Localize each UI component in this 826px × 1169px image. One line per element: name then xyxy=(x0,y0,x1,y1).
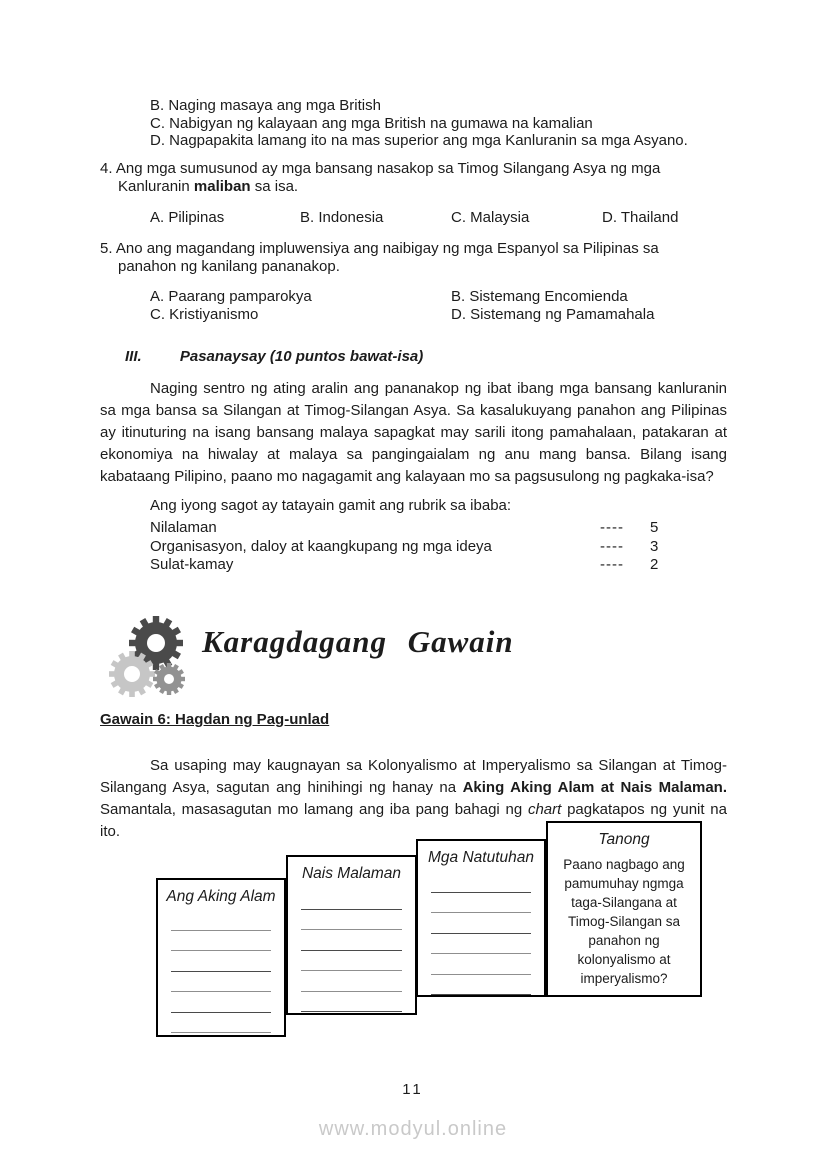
essay-instructions-paragraph: Naging sentro ng ating aralin ang pananakop ng ibat ibang mga bansang kanluranin sa mga bansa sa Silangan at Timog-Silangan Asya. Sa kasalukuyang panahon ang Pilipinas ay itinuturing na isang bansang malaya sapagkat may sarili itong pamahalaan, patakaran at ekonomiya na hiwalay at malaya sa pangingaialam ng anu mang bansa. Bilang isang kabataang Pilipino, paano mo nagagamit ang kalayaan mo sa pagsusulong ng pagkaka-isa? xyxy=(100,380,727,485)
activity-6-bold-phrase: Aking Aking Alam at Nais Malaman. xyxy=(462,779,728,796)
write-lines xyxy=(301,889,402,1012)
rubric-dashes: ---- xyxy=(600,556,624,574)
write-line xyxy=(171,931,271,952)
rubric-label: Organisasyon, daloy at kaangkupang ng mga ideya xyxy=(150,537,492,555)
q5-option-b: B. Sistemang Encomienda xyxy=(451,288,628,305)
write-line xyxy=(301,910,402,931)
write-line xyxy=(301,971,402,992)
question-5-options-row-1 xyxy=(150,288,710,306)
rubric-label: Nilalaman xyxy=(150,519,217,536)
q4-line-2: Kanluranin maliban sa isa. xyxy=(118,177,299,195)
question-4-options xyxy=(150,209,710,227)
write-lines xyxy=(431,872,531,995)
kwl-box-title: Mga Natutuhan xyxy=(428,849,534,866)
watermark: www.modyul.online xyxy=(318,1118,508,1140)
activity-6-italic-word: chart xyxy=(527,801,562,818)
activity-6-paragraph: Sa usaping may kaugnayan sa Kolonyalismo at Imperyalismo sa Silangan at Timog-Silangang Asya, sagutan ang hinihingi ng hanay na Aking Aking Alam at Nais Malaman. Samantala, masasagutan mo lamang ang iba pang bahagi ng chart pagkatapos ng yunit na ito. xyxy=(100,757,728,840)
rubric-table xyxy=(150,519,710,575)
write-line xyxy=(171,992,271,1013)
question-4 xyxy=(100,160,660,195)
rubric-score: 5 xyxy=(650,519,659,536)
question-5-options-row-2 xyxy=(150,306,710,324)
gears-icon xyxy=(105,612,205,710)
q4-option-d: D. Thailand xyxy=(602,209,679,226)
banner-title: Karagdagang Gawain xyxy=(202,624,514,659)
q5-line-2: panahon ng kanilang pananakop. xyxy=(118,257,340,275)
write-line xyxy=(171,951,271,972)
write-line xyxy=(431,975,531,996)
kwl-box-mga-natutuhan xyxy=(416,839,546,997)
write-line xyxy=(431,893,531,914)
q5-line-1: 5. Ano ang magandang impluwensiya ang naibigay ng mga Espanyol sa Pilipinas sa xyxy=(100,240,659,257)
activity-6-heading: Gawain 6: Hagdan ng Pag-unlad xyxy=(100,711,330,728)
kwl-question-text: Paano nagbago ang pamumuhay ngmga taga-Silangana at Timog-Silangan sa panahon ng kolonyalismo at imperyalismo? xyxy=(563,857,685,986)
write-line xyxy=(431,954,531,975)
question-3-options xyxy=(150,97,688,150)
write-line xyxy=(301,930,402,951)
q5-option-c: C. Kristiyanismo xyxy=(150,306,259,323)
write-line xyxy=(171,972,271,993)
rubric-label: Sulat-kamay xyxy=(150,556,234,574)
q3-option-d: D. Nagpapakita lamang ito na mas superior ang mga Kanluranin sa mga Asyano. xyxy=(150,132,688,149)
write-line xyxy=(431,872,531,893)
q4-line-1: 4. Ang mga sumusunod ay mga bansang nasakop sa Timog Silangang Asya ng mga xyxy=(100,160,661,177)
kwl-box-title: Ang Aking Alam xyxy=(166,888,276,905)
write-line xyxy=(301,889,402,910)
section-3-numeral: III. xyxy=(125,348,142,365)
kwl-box-ang-aking-alam xyxy=(156,878,286,1037)
q5-option-a: A. Paarang pamparokya xyxy=(150,288,312,305)
rubric-dashes: ---- xyxy=(600,519,624,536)
q4-keyword-maliban: maliban xyxy=(193,177,251,195)
section-3-heading xyxy=(125,348,423,365)
q4-option-b: B. Indonesia xyxy=(300,209,384,226)
write-line xyxy=(431,934,531,955)
kwl-box-title: Nais Malaman xyxy=(301,865,402,882)
kwl-box-tanong xyxy=(546,821,702,997)
write-line xyxy=(301,951,402,972)
rubric-dashes: ---- xyxy=(600,537,624,555)
q3-option-b: B. Naging masaya ang mga British xyxy=(150,97,381,114)
write-line xyxy=(171,1013,271,1034)
q3-option-c: C. Nabigyan ng kalayaan ang mga British na gumawa na kamalian xyxy=(150,114,593,132)
write-line xyxy=(301,992,402,1013)
q4-option-a: A. Pilipinas xyxy=(150,209,225,226)
rubric-intro: Ang iyong sagot ay tatayain gamit ang rubrik sa ibaba: xyxy=(150,497,512,514)
rubric-row xyxy=(150,556,710,575)
write-lines xyxy=(171,910,271,1033)
rubric-row xyxy=(150,519,710,538)
page-number: 11 xyxy=(402,1081,424,1098)
write-line xyxy=(171,910,271,931)
rubric-score: 2 xyxy=(650,556,659,574)
rubric-row xyxy=(150,538,710,557)
kwl-box-nais-malaman xyxy=(286,855,417,1015)
q4-option-c: C. Malaysia xyxy=(451,209,530,226)
question-5 xyxy=(100,240,659,275)
rubric-score: 3 xyxy=(650,537,659,555)
kwl-box-title: Tanong xyxy=(598,831,650,848)
q5-option-d: D. Sistemang ng Pamamahala xyxy=(451,306,655,323)
write-line xyxy=(431,913,531,934)
section-3-title: Pasanaysay (10 puntos bawat-isa) xyxy=(179,348,424,365)
